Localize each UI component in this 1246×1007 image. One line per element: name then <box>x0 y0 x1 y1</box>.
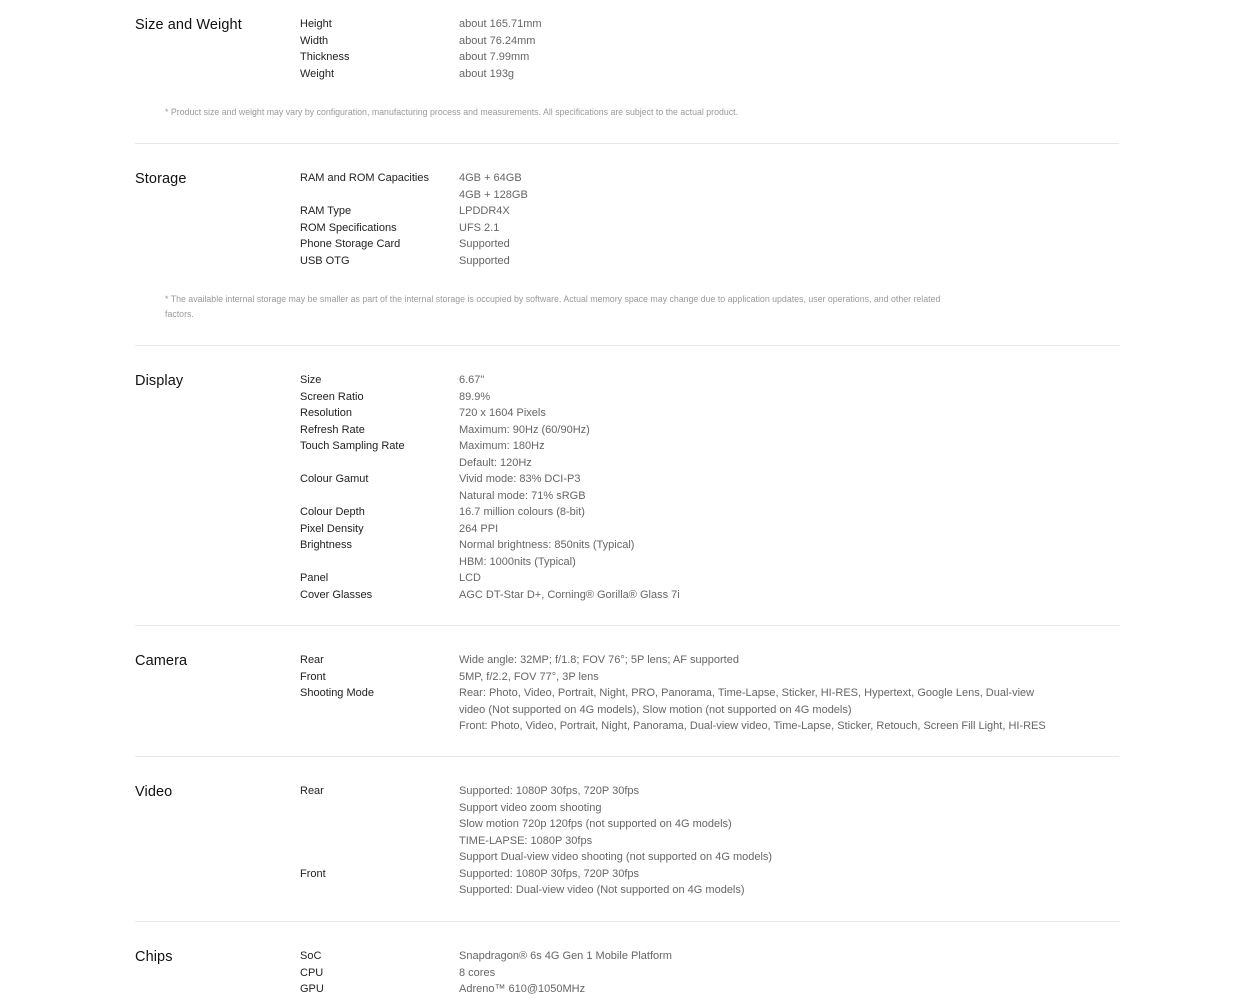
spec-value: 264 PPI <box>459 522 499 535</box>
spec-value: Rear: Photo, Video, Portrait, Night, PRO, Panorama, Time-Lapse, Sticker, HI-RES, Hypertext, Google Lens, Dual-view <box>459 687 1035 699</box>
spec-label: Colour Depth <box>300 506 365 518</box>
spec-label: Cover Glasses <box>300 588 373 601</box>
spec-value: 8 cores <box>459 966 496 979</box>
spec-label: Rear <box>300 785 324 797</box>
spec-row-soc <box>300 948 1100 965</box>
spec-row-resolution <box>300 405 1100 422</box>
spec-row-rear <box>300 783 1100 866</box>
spec-row-front <box>300 669 1100 686</box>
spec-label: Weight <box>300 67 335 80</box>
spec-label: CPU <box>300 966 324 979</box>
spec-value: Support Dual-view video shooting (not supported on 4G models) <box>459 851 773 863</box>
spec-row-colour-gamut <box>300 471 1100 504</box>
spec-label: Colour Gamut <box>300 473 369 485</box>
spec-rows <box>300 170 1100 269</box>
spec-rows <box>300 783 1100 899</box>
spec-row-cover-glasses <box>300 587 1100 604</box>
section-title: Size and Weight <box>135 17 242 33</box>
spec-label: Pixel Density <box>300 522 364 535</box>
section-divider <box>135 921 1119 922</box>
spec-label: Brightness <box>300 539 352 551</box>
spec-rows <box>300 372 1100 603</box>
spec-value: 4GB + 64GB <box>459 172 522 184</box>
spec-value: Maximum: 90Hz (60/90Hz) <box>459 423 590 436</box>
spec-label: Thickness <box>300 51 350 63</box>
spec-label: ROM Specifications <box>300 221 397 234</box>
spec-value: Support video zoom shooting <box>459 801 602 814</box>
spec-value: AGC DT-Star D+, Corning® Gorilla® Glass 7i <box>459 588 680 601</box>
spec-value: 89.9% <box>459 390 491 403</box>
section-divider <box>135 756 1119 757</box>
spec-row-gpu <box>300 981 1100 998</box>
section-divider <box>135 625 1119 626</box>
spec-rows <box>300 652 1100 735</box>
spec-label: GPU <box>300 983 324 995</box>
spec-label: Shooting Mode <box>300 687 374 699</box>
spec-row-refresh-rate <box>300 422 1100 439</box>
spec-value: video (Not supported on 4G models), Slow motion (not supported on 4G models) <box>459 703 852 716</box>
spec-value: Vivid mode: 83% DCI-P3 <box>459 473 581 485</box>
spec-row-rear <box>300 652 1100 669</box>
section-divider <box>135 143 1119 144</box>
spec-value: Supported <box>459 254 510 267</box>
spec-value: Normal brightness: 850nits (Typical) <box>459 539 635 551</box>
spec-value: Slow motion 720p 120fps (not supported on 4G models) <box>459 818 732 830</box>
spec-row-weight <box>300 66 1100 83</box>
spec-value: 720 x 1604 Pixels <box>459 407 546 419</box>
spec-value: about 193g <box>459 67 515 80</box>
spec-label: Front <box>300 670 326 683</box>
spec-label: Screen Ratio <box>300 390 364 403</box>
spec-value: 4GB + 128GB <box>459 188 528 201</box>
spec-row-height <box>300 16 1100 33</box>
section-title: Display <box>135 373 184 389</box>
footnote: * Product size and weight may vary by configuration, manufacturing process and measurements. All specifications are subject to the actual product. <box>165 107 739 117</box>
spec-row-width <box>300 33 1100 50</box>
spec-row-colour-depth <box>300 504 1100 521</box>
spec-value: 5MP, f/2.2, FOV 77°, 3P lens <box>459 670 599 683</box>
spec-label: Front <box>300 867 326 880</box>
spec-label: RAM Type <box>300 205 352 217</box>
spec-value: Front: Photo, Video, Portrait, Night, Panorama, Dual-view video, Time-Lapse, Sticker, Retouch, Screen Fill Light, HI-RES <box>459 720 1046 732</box>
spec-label: Width <box>300 34 329 47</box>
spec-value: about 165.71mm <box>459 18 542 30</box>
spec-label: Refresh Rate <box>300 423 365 436</box>
spec-label: USB OTG <box>300 254 350 267</box>
section-title: Storage <box>135 171 187 187</box>
spec-row-ram-rom <box>300 170 1100 203</box>
spec-label: SoC <box>300 950 322 962</box>
spec-label: Touch Sampling Rate <box>300 440 405 452</box>
spec-value: Supported <box>459 238 510 250</box>
spec-value: Adreno™ 610@1050MHz <box>459 983 586 995</box>
spec-row-shooting-mode <box>300 685 1100 735</box>
spec-row-panel <box>300 570 1100 587</box>
spec-rows <box>300 16 1100 82</box>
spec-label: Height <box>300 18 332 30</box>
spec-row-pixel-density <box>300 521 1100 538</box>
spec-row-usb-otg <box>300 253 1100 270</box>
spec-label: RAM and ROM Capacities <box>300 172 429 184</box>
spec-row-touch-sampling <box>300 438 1100 471</box>
spec-value: Snapdragon® 6s 4G Gen 1 Mobile Platform <box>459 950 672 962</box>
section-title: Camera <box>135 653 188 669</box>
spec-row-screen-ratio <box>300 389 1100 406</box>
spec-label: Phone Storage Card <box>300 238 401 250</box>
section-title: Video <box>135 784 173 800</box>
spec-value: 6.67" <box>459 374 485 386</box>
spec-row-storage-card <box>300 236 1100 253</box>
spec-label: Panel <box>300 572 329 584</box>
spec-value: Supported: Dual-view video (Not supported on 4G models) <box>459 884 745 896</box>
section-title: Chips <box>135 949 173 965</box>
spec-row-rom-spec <box>300 220 1100 237</box>
spec-label: Size <box>300 374 322 386</box>
spec-value: Supported: 1080P 30fps, 720P 30fps <box>459 785 640 797</box>
spec-value: about 76.24mm <box>459 34 536 47</box>
spec-value: Wide angle: 32MP; f/1.8; FOV 76°; 5P lens; AF supported <box>459 654 739 666</box>
spec-row-cpu <box>300 965 1100 982</box>
spec-value: Maximum: 180Hz <box>459 440 545 452</box>
spec-rows <box>300 948 1100 998</box>
spec-label: Rear <box>300 654 324 666</box>
spec-row-brightness <box>300 537 1100 570</box>
spec-row-size <box>300 372 1100 389</box>
spec-row-thickness <box>300 49 1100 66</box>
section-divider <box>135 345 1119 346</box>
spec-value: HBM: 1000nits (Typical) <box>459 555 576 568</box>
spec-row-ram-type <box>300 203 1100 220</box>
spec-value: Default: 120Hz <box>459 456 532 469</box>
spec-value: LPDDR4X <box>459 205 510 217</box>
spec-value: about 7.99mm <box>459 51 530 63</box>
spec-value: UFS 2.1 <box>459 221 500 234</box>
spec-row-front <box>300 866 1100 899</box>
spec-value: TIME-LAPSE: 1080P 30fps <box>459 834 593 847</box>
footnote: * The available internal storage may be smaller as part of the internal storage is occupied by software. Actual memory space may change due to application updates, user operations, and other related factors. <box>165 294 941 319</box>
spec-value: 16.7 million colours (8-bit) <box>459 506 585 518</box>
spec-value: Natural mode: 71% sRGB <box>459 489 586 502</box>
spec-label: Resolution <box>300 407 352 419</box>
spec-value: Supported: 1080P 30fps, 720P 30fps <box>459 867 640 880</box>
spec-value: LCD <box>459 572 482 584</box>
